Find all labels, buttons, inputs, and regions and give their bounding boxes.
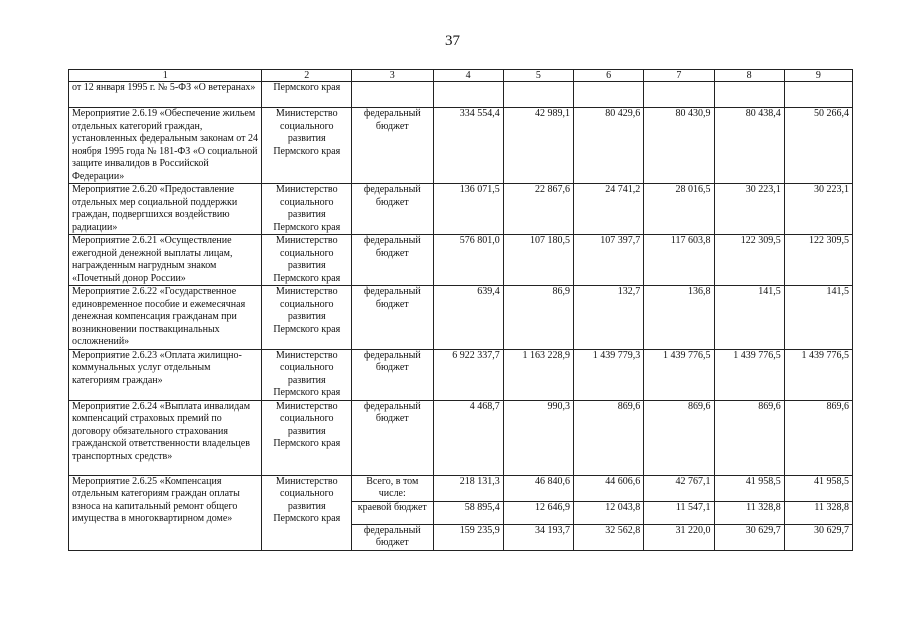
funding-source — [352, 82, 433, 108]
value-cell — [784, 82, 852, 108]
measure-name: Мероприятие 2.6.19 «Обеспечение жильем отдельных категорий граждан, установленных федеральным законам от 24 ноября 1995 года № 181-ФЗ «О социальной защите инвалидов в Российской Федерации» — [69, 108, 262, 184]
measure-name: Мероприятие 2.6.25 «Компенсация отдельным категориям граждан оплаты взноса на капитальный ремонт общего имущества в многоквартирном доме» — [69, 475, 262, 550]
value-cell: 639,4 — [433, 286, 503, 350]
value-cell: 11 328,8 — [784, 501, 852, 524]
table-row — [69, 286, 853, 350]
funding-source: федеральный бюджет — [352, 108, 433, 184]
program-table — [68, 69, 853, 551]
value-cell: 218 131,3 — [433, 475, 503, 501]
value-cell: 30 223,1 — [714, 184, 784, 235]
value-cell: 1 163 228,9 — [503, 349, 573, 400]
measure-name: Мероприятие 2.6.24 «Выплата инвалидам компенсаций страховых премий по договору обязательного страхования гражданской ответственности владельцев транспортных средств» — [69, 400, 262, 475]
column-number: 6 — [574, 70, 644, 82]
funding-source: федеральный бюджет — [352, 349, 433, 400]
value-cell: 44 606,6 — [574, 475, 644, 501]
executor: Пермского края — [262, 82, 352, 108]
value-cell: 990,3 — [503, 400, 573, 475]
value-cell: 117 603,8 — [644, 235, 714, 286]
value-cell: 41 958,5 — [784, 475, 852, 501]
value-cell — [574, 82, 644, 108]
table-row — [69, 349, 853, 400]
measure-name: от 12 января 1995 г. № 5-ФЗ «О ветеранах» — [69, 82, 262, 108]
executor: Министерство социального развития Пермского края — [262, 108, 352, 184]
value-cell: 42 767,1 — [644, 475, 714, 501]
executor: Министерство социального развития Пермского края — [262, 286, 352, 350]
executor: Министерство социального развития Пермского края — [262, 349, 352, 400]
value-cell: 46 840,6 — [503, 475, 573, 501]
executor: Министерство социального развития Пермского края — [262, 400, 352, 475]
table-row — [69, 82, 853, 108]
value-cell: 42 989,1 — [503, 108, 573, 184]
value-cell: 136,8 — [644, 286, 714, 350]
value-cell: 122 309,5 — [784, 235, 852, 286]
value-cell — [644, 82, 714, 108]
value-cell: 30 629,7 — [714, 524, 784, 550]
value-cell: 30 629,7 — [784, 524, 852, 550]
value-cell: 6 922 337,7 — [433, 349, 503, 400]
value-cell: 24 741,2 — [574, 184, 644, 235]
column-number: 1 — [69, 70, 262, 82]
value-cell: 80 429,6 — [574, 108, 644, 184]
value-cell — [503, 82, 573, 108]
value-cell: 869,6 — [574, 400, 644, 475]
measure-name: Мероприятие 2.6.20 «Предоставление отдельных мер социальной поддержки граждан, подвергшихся воздействию радиации» — [69, 184, 262, 235]
column-number: 7 — [644, 70, 714, 82]
column-number: 4 — [433, 70, 503, 82]
table-row — [69, 475, 853, 501]
value-cell — [714, 82, 784, 108]
measure-name: Мероприятие 2.6.23 «Оплата жилищно-коммунальных услуг отдельным категориям граждан» — [69, 349, 262, 400]
value-cell: 11 547,1 — [644, 501, 714, 524]
value-cell: 869,6 — [714, 400, 784, 475]
column-number: 9 — [784, 70, 852, 82]
value-cell — [433, 82, 503, 108]
funding-source: федеральный бюджет — [352, 235, 433, 286]
value-cell: 34 193,7 — [503, 524, 573, 550]
funding-source: федеральный бюджет — [352, 286, 433, 350]
value-cell: 12 646,9 — [503, 501, 573, 524]
value-cell: 869,6 — [644, 400, 714, 475]
value-cell: 141,5 — [714, 286, 784, 350]
column-number: 2 — [262, 70, 352, 82]
measure-name: Мероприятие 2.6.21 «Осуществление ежегодной денежной выплаты лицам, награжденным нагрудным знаком «Почетный донор России» — [69, 235, 262, 286]
value-cell: 41 958,5 — [714, 475, 784, 501]
value-cell: 159 235,9 — [433, 524, 503, 550]
value-cell: 107 397,7 — [574, 235, 644, 286]
value-cell: 28 016,5 — [644, 184, 714, 235]
measure-name: Мероприятие 2.6.22 «Государственное единовременное пособие и ежемесячная денежная компенсация гражданам при возникновении поствакцинальных осложнений» — [69, 286, 262, 350]
value-cell: 136 071,5 — [433, 184, 503, 235]
value-cell: 122 309,5 — [714, 235, 784, 286]
value-cell: 1 439 779,3 — [574, 349, 644, 400]
value-cell: 334 554,4 — [433, 108, 503, 184]
executor: Министерство социального развития Пермского края — [262, 184, 352, 235]
value-cell: 32 562,8 — [574, 524, 644, 550]
column-number-row — [69, 70, 853, 82]
value-cell: 86,9 — [503, 286, 573, 350]
value-cell: 4 468,7 — [433, 400, 503, 475]
value-cell: 12 043,8 — [574, 501, 644, 524]
value-cell: 869,6 — [784, 400, 852, 475]
funding-source: федеральный бюджет — [352, 400, 433, 475]
column-number: 5 — [503, 70, 573, 82]
executor: Министерство социального развития Пермского края — [262, 235, 352, 286]
value-cell: 1 439 776,5 — [714, 349, 784, 400]
value-cell: 30 223,1 — [784, 184, 852, 235]
column-number: 8 — [714, 70, 784, 82]
value-cell: 141,5 — [784, 286, 852, 350]
value-cell: 1 439 776,5 — [644, 349, 714, 400]
page-number: 37 — [445, 33, 460, 49]
funding-source: Всего, в том числе: — [352, 475, 433, 501]
funding-source: федеральный бюджет — [352, 524, 433, 550]
value-cell: 1 439 776,5 — [784, 349, 852, 400]
value-cell: 11 328,8 — [714, 501, 784, 524]
value-cell: 80 430,9 — [644, 108, 714, 184]
value-cell: 80 438,4 — [714, 108, 784, 184]
funding-source: федеральный бюджет — [352, 184, 433, 235]
value-cell: 107 180,5 — [503, 235, 573, 286]
value-cell: 132,7 — [574, 286, 644, 350]
executor: Министерство социального развития Пермского края — [262, 475, 352, 550]
column-number: 3 — [352, 70, 433, 82]
value-cell: 58 895,4 — [433, 501, 503, 524]
funding-source: краевой бюджет — [352, 501, 433, 524]
table-row — [69, 184, 853, 235]
table-row — [69, 235, 853, 286]
value-cell: 31 220,0 — [644, 524, 714, 550]
table-row — [69, 400, 853, 475]
value-cell: 22 867,6 — [503, 184, 573, 235]
value-cell: 576 801,0 — [433, 235, 503, 286]
table-row — [69, 108, 853, 184]
value-cell: 50 266,4 — [784, 108, 852, 184]
